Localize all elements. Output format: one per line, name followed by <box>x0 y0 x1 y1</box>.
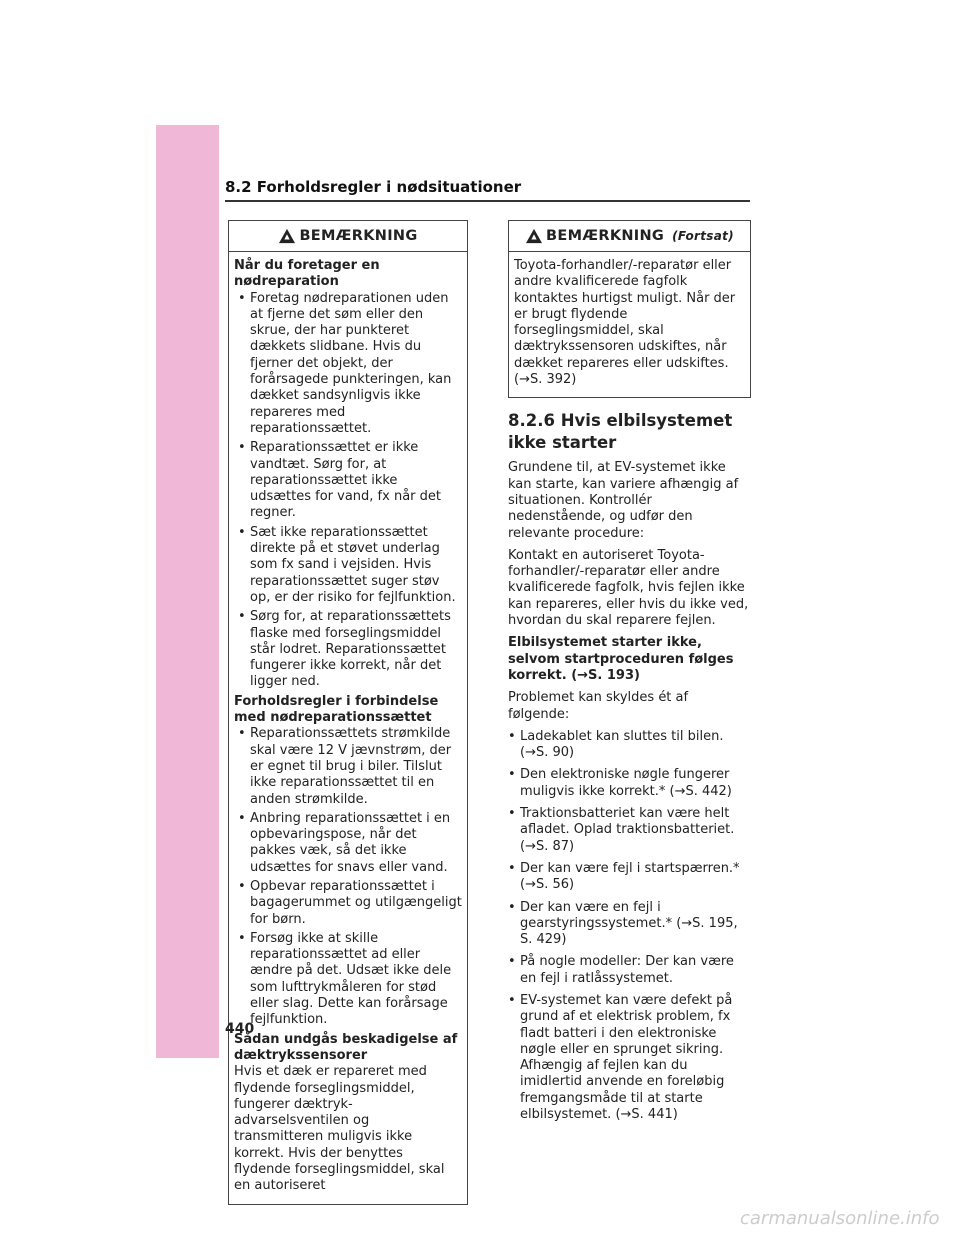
header-rule <box>225 200 750 202</box>
left-column <box>228 220 468 1205</box>
notice-box-continued <box>508 220 751 398</box>
notice-box-header <box>229 221 467 252</box>
notice-paragraph: Hvis et dæk er repareret med flydende forseglingsmiddel, fungerer dæktryk-advarselsventilen og transmitteren muligvis ikke korrekt. Hvis der benyttes flydende forseglingsmiddel, skal en autoriseret <box>234 1064 445 1194</box>
paragraph: Kontakt en autoriseret Toyota-forhandler/-reparatør eller andre kvalificerede fagfolk, hvis fejlen ikke kan repareres, eller hvis du ikke ved, hvordan du skal reparere fejlen. <box>508 547 749 629</box>
paragraph: Problemet kan skyldes ét af følgende: <box>508 690 689 722</box>
list-item: • Der kan være fejl i startspærren.* (→S. 56) <box>508 861 751 894</box>
paragraph: Grundene til, at EV-systemet ikke kan starte, kan variere afhængig af situationen. Kontrollér nedenstående, og udfør den relevante procedure: <box>508 460 739 541</box>
chapter-tab-bar <box>156 125 219 1058</box>
list-item: • Reparationssættet er ikke vandtæt. Sørg for, at reparationssættet ikke udsættes for vand, fx når det regner. <box>234 440 462 521</box>
list-item: • Der kan være en fejl i gearstyringssystemet.* (→S. 195, S. 429) <box>508 900 751 949</box>
list-item: • Traktionsbatteriet kan være helt afladet. Oplad traktionsbatteriet. (→S. 87) <box>508 806 751 855</box>
notice-body <box>509 252 750 397</box>
list-item: • Ladekablet kan sluttes til bilen. (→S. 90) <box>508 729 751 762</box>
right-column <box>508 220 751 1129</box>
list-item: • Reparationssættets strømkilde skal være 12 V jævnstrøm, der er egnet til brug i biler. Tilslut ikke reparationssættet til en anden strømkilde. <box>234 726 462 807</box>
notice-box-header <box>509 221 750 252</box>
list-item: • Foretag nødreparationen uden at fjerne det søm eller den skrue, der har punkteret dækkets slidbane. Hvis du fjerner det objekt, der forårsagede punkteringen, kan dækket sandsynligvis ikke repareres med reparationssættet. <box>234 291 462 438</box>
notice-subheading: Når du foretager en nødreparation <box>234 258 380 290</box>
continued-label: (Fortsat) <box>672 228 734 243</box>
list-item: • Sæt ikke reparationssættet direkte på et støvet underlag som fx sand i vejsiden. Hvis reparationssættet suger støv op, er der risiko for fejlfunktion. <box>234 525 462 606</box>
list-item: • Forsøg ikke at skille reparationssættet ad eller ændre på det. Udsæt ikke dele som lufttrykmåleren for stød eller slag. Dette kan forårsage fejlfunktion. <box>234 931 462 1029</box>
notice-body <box>229 252 467 1204</box>
notice-title: BEMÆRKNING <box>546 227 665 244</box>
list-item: • På nogle modeller: Der kan være en fejl i ratlåssystemet. <box>508 954 751 987</box>
watermark: carmanualsonline.info <box>740 1208 940 1229</box>
page-number: 440 <box>225 1021 255 1037</box>
subheading: Elbilsystemet starter ikke, selvom startproceduren følges korrekt. (→S. 193) <box>508 635 734 683</box>
section-header: 8.2 Forholdsregler i nødsituationer <box>225 178 522 196</box>
notice-title: BEMÆRKNING <box>299 227 418 244</box>
list-item: • EV-systemet kan være defekt på grund af et elektrisk problem, fx fladt batteri i den elektroniske nøgle eller en sprunget sikring. Afhængig af fejlen kan du imidlertid anvende en foreløbig fremgangsmåde til at starte elbilsystemet. (→S. 441) <box>508 993 751 1123</box>
list-item: • Sørg for, at reparationssættets flaske med forseglingsmiddel står lodret. Reparationssættet fungerer ikke korrekt, når det ligger ned. <box>234 609 462 690</box>
list-item: • Opbevar reparationssættet i bagagerummet og utilgængeligt for børn. <box>234 879 462 928</box>
list-item: • Anbring reparationssættet i en opbevaringspose, når det pakkes væk, så det ikke udsættes for snavs eller vand. <box>234 811 462 876</box>
notice-subheading: Sådan undgås beskadigelse af dæktrykssensorer <box>234 1031 458 1063</box>
warning-icon <box>525 228 543 244</box>
list-item: • Den elektroniske nøgle fungerer muligvis ikke korrekt.* (→S. 442) <box>508 767 751 800</box>
section-heading: 8.2.6 Hvis elbilsystemet ikke starter <box>508 411 733 453</box>
warning-icon <box>278 228 296 244</box>
notice-subheading: Forholdsregler i forbindelse med nødreparationssættet <box>234 693 439 726</box>
notice-box <box>228 220 468 1205</box>
notice-paragraph: Toyota-forhandler/-reparatør eller andre kvalificerede fagfolk kontaktes hurtigst muligt. Når der er brugt flydende forseglingsmiddel, skal dæktrykssensoren udskiftes, når dækket repareres eller udskiftes. (→S. 392) <box>514 258 736 388</box>
